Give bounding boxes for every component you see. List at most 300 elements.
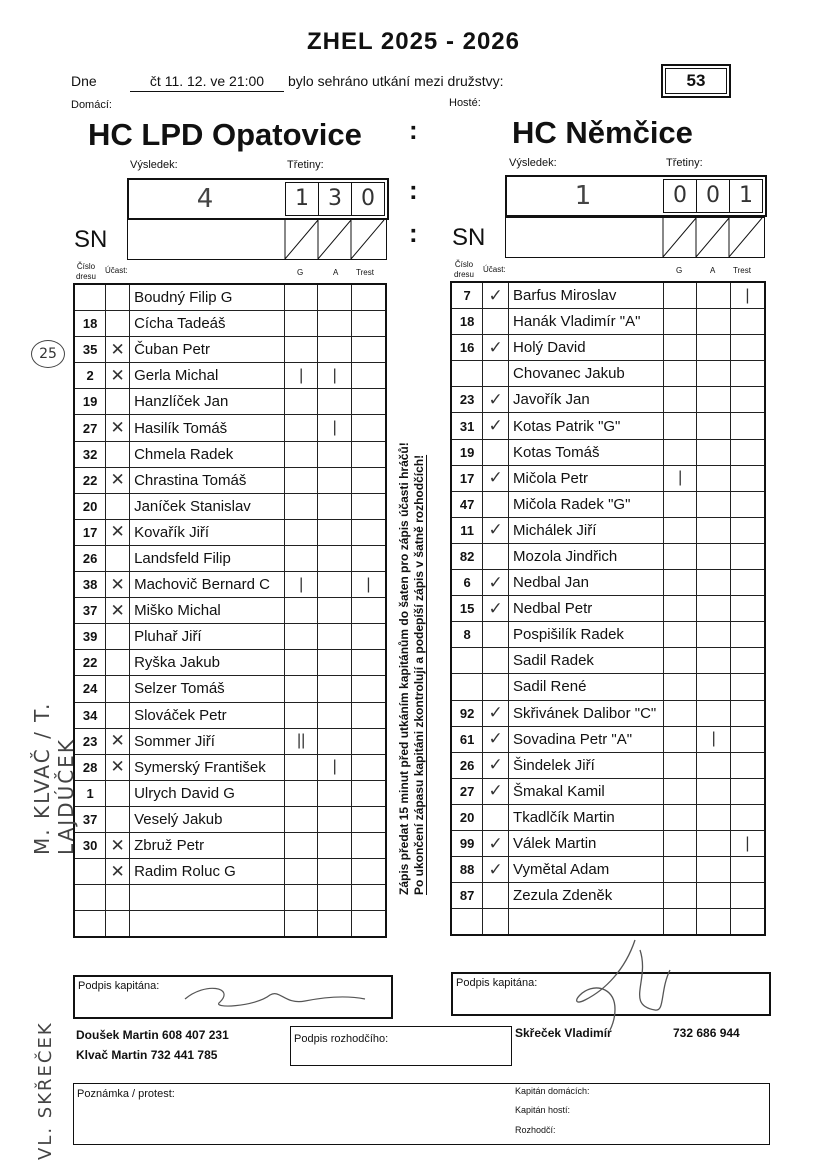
goals-cell [663, 309, 697, 335]
penalty-cell [351, 284, 386, 311]
circled-number: 25 [31, 340, 65, 368]
player-name: Mičola Radek "G" [509, 491, 664, 517]
assists-cell [318, 519, 352, 545]
goals-cell [284, 754, 318, 780]
away-result-label: Výsledek: [509, 157, 557, 169]
attendance-mark: ✓ [483, 596, 509, 622]
player-number: 19 [451, 439, 483, 465]
goals-cell [663, 883, 697, 909]
penalty-cell [351, 911, 386, 938]
attendance-mark: ✕ [106, 859, 130, 885]
penalty-cell [351, 859, 386, 885]
player-number: 61 [451, 726, 483, 752]
player-name: Landsfeld Filip [130, 545, 285, 571]
assists-cell [318, 572, 352, 598]
assists-cell [697, 465, 731, 491]
penalty-cell [730, 857, 765, 883]
note-box [73, 1083, 770, 1145]
player-name: Mičola Petr [509, 465, 664, 491]
away-roster-table [450, 281, 766, 936]
player-name: Chmela Radek [130, 441, 285, 467]
played-text: bylo sehráno utkání mezi družstvy: [288, 73, 504, 89]
assists-cell [318, 284, 352, 311]
assists-cell [697, 387, 731, 413]
home-contact-2: Klvač Martin 732 441 785 [76, 1048, 218, 1062]
penalty-cell [730, 700, 765, 726]
attendance-mark: ✓ [483, 387, 509, 413]
match-number-box [661, 64, 731, 98]
home-col-g: G [297, 268, 304, 277]
table-row [74, 911, 386, 938]
player-name: Tkadlčík Martin [509, 804, 664, 830]
goals-cell [284, 337, 318, 363]
player-number: 88 [451, 857, 483, 883]
assists-cell [697, 517, 731, 543]
table-row [74, 832, 386, 858]
player-number: 17 [451, 465, 483, 491]
goals-cell [663, 439, 697, 465]
attendance-mark: ✕ [106, 832, 130, 858]
home-captain-signature-box [73, 975, 393, 1019]
table-row [451, 883, 765, 909]
player-number: 6 [451, 570, 483, 596]
assists-cell [697, 543, 731, 569]
player-number: 38 [74, 572, 106, 598]
player-number: 20 [451, 804, 483, 830]
player-name: Janíček Stanislav [130, 493, 285, 519]
assists-cell [318, 806, 352, 832]
assists-cell [318, 650, 352, 676]
table-row [451, 465, 765, 491]
goals-cell [284, 702, 318, 728]
penalty-cell [730, 752, 765, 778]
player-number: 19 [74, 389, 106, 415]
penalty-cell [730, 413, 765, 439]
assists-cell [318, 911, 352, 938]
away-sn-box [505, 217, 765, 258]
referee-signature-box [290, 1026, 512, 1066]
player-name: Boudný Filip G [130, 284, 285, 311]
goals-cell [663, 335, 697, 361]
side-note-handwritten: M. KLVAČ / T. LAJDÚČEK [30, 701, 78, 855]
table-row [74, 572, 386, 598]
player-number [451, 648, 483, 674]
player-name: Šindelek Jiří [509, 752, 664, 778]
assists-cell [697, 596, 731, 622]
player-name [130, 911, 285, 938]
player-name: Selzer Tomáš [130, 676, 285, 702]
penalty-cell [351, 441, 386, 467]
note-label: Poznámka / protest: [77, 1088, 175, 1100]
table-row [451, 596, 765, 622]
player-name: Sovadina Petr "A" [509, 726, 664, 752]
home-col-attendance: Účast: [105, 266, 128, 275]
table-row [451, 282, 765, 309]
player-number: 18 [451, 309, 483, 335]
player-name: Šmakal Kamil [509, 778, 664, 804]
assists-cell [697, 909, 731, 936]
attendance-mark: ✕ [106, 337, 130, 363]
attendance-mark [483, 491, 509, 517]
assists-cell [318, 598, 352, 624]
goals-cell [284, 624, 318, 650]
penalty-cell [730, 883, 765, 909]
home-roster-table [73, 283, 387, 938]
away-sn-slashes [506, 218, 764, 257]
goals-cell [663, 752, 697, 778]
separator-colon: : [409, 175, 418, 205]
player-number: 11 [451, 517, 483, 543]
assists-cell [697, 804, 731, 830]
assists-cell [697, 830, 731, 856]
player-number: 87 [451, 883, 483, 909]
assists-cell [318, 780, 352, 806]
home-col-trest: Trest [356, 268, 374, 277]
away-captain-signature [565, 930, 675, 1040]
goals-cell [284, 859, 318, 885]
player-name: Skřivánek Dalibor "C" [509, 700, 664, 726]
penalty-cell [730, 517, 765, 543]
attendance-mark [106, 389, 130, 415]
attendance-mark [106, 441, 130, 467]
table-row [74, 441, 386, 467]
away-team-name: HC Němčice [512, 115, 693, 150]
player-number: 26 [74, 545, 106, 571]
goals-cell [284, 519, 318, 545]
goals-cell [663, 596, 697, 622]
player-name: Barfus Miroslav [509, 282, 664, 309]
assists-cell [318, 441, 352, 467]
assists-cell: | [697, 726, 731, 752]
goals-cell [284, 493, 318, 519]
table-row [74, 493, 386, 519]
attendance-mark [483, 309, 509, 335]
table-row [451, 778, 765, 804]
penalty-cell [351, 885, 386, 911]
away-period-1: 0 [663, 179, 697, 213]
player-name: Sommer Jiří [130, 728, 285, 754]
assists-cell [697, 700, 731, 726]
penalty-cell [730, 543, 765, 569]
home-periods-label: Třetiny: [287, 159, 324, 171]
player-number: 47 [451, 491, 483, 517]
penalty-cell [351, 832, 386, 858]
assists-cell: | [318, 754, 352, 780]
goals-cell [284, 806, 318, 832]
away-sn-label: SN [452, 224, 486, 251]
attendance-mark: ✓ [483, 282, 509, 309]
goals-cell [284, 545, 318, 571]
home-sn-slashes [128, 220, 386, 259]
home-period-3: 0 [351, 182, 385, 216]
player-number [74, 284, 106, 311]
player-name: Pluhař Jiří [130, 624, 285, 650]
player-name: Miško Michal [130, 598, 285, 624]
player-name: Javořík Jan [509, 387, 664, 413]
home-captain-signature [175, 977, 375, 1017]
home-col-number: Číslo dresu [75, 262, 96, 281]
table-row [74, 806, 386, 832]
goals-cell: | [663, 465, 697, 491]
table-row [451, 491, 765, 517]
away-contact-phone: 732 686 944 [673, 1026, 740, 1040]
assists-cell [697, 674, 731, 700]
goals-cell [663, 830, 697, 856]
goals-cell [284, 832, 318, 858]
attendance-mark [483, 909, 509, 936]
footer-home-captain: Kapitán domácích: [515, 1086, 590, 1096]
attendance-mark: ✓ [483, 857, 509, 883]
player-name: Mozola Jindřich [509, 543, 664, 569]
penalty-cell [351, 545, 386, 571]
penalty-cell [351, 650, 386, 676]
player-number: 17 [74, 519, 106, 545]
goals-cell [284, 467, 318, 493]
player-name: Holý David [509, 335, 664, 361]
table-row [451, 726, 765, 752]
goals-cell [284, 676, 318, 702]
penalty-cell [730, 622, 765, 648]
player-name: Kotas Tomáš [509, 439, 664, 465]
table-row [74, 363, 386, 389]
attendance-mark [106, 545, 130, 571]
goals-cell [284, 441, 318, 467]
attendance-mark [106, 650, 130, 676]
player-number: 32 [74, 441, 106, 467]
penalty-cell: | [730, 282, 765, 309]
attendance-mark [483, 804, 509, 830]
separator-colon: : [409, 115, 418, 145]
assists-cell [318, 467, 352, 493]
attendance-mark: ✓ [483, 413, 509, 439]
player-name: Chrastina Tomáš [130, 467, 285, 493]
assists-cell [318, 493, 352, 519]
attendance-mark: ✓ [483, 570, 509, 596]
player-name: Zezula Zdeněk [509, 883, 664, 909]
player-number: 20 [74, 493, 106, 519]
penalty-cell [730, 778, 765, 804]
player-number: 23 [74, 728, 106, 754]
assists-cell [318, 676, 352, 702]
away-result-box [505, 175, 767, 217]
form-title: ZHEL 2025 - 2026 [306, 28, 520, 55]
table-row [451, 700, 765, 726]
player-name: Kotas Patrik "G" [509, 413, 664, 439]
player-number: 22 [74, 467, 106, 493]
table-row [451, 413, 765, 439]
player-number: 39 [74, 624, 106, 650]
player-number [451, 674, 483, 700]
goals-cell [663, 491, 697, 517]
goals-cell [284, 284, 318, 311]
penalty-cell [351, 363, 386, 389]
player-name: Kovařík Jiří [130, 519, 285, 545]
penalty-cell [351, 624, 386, 650]
attendance-mark: ✕ [106, 572, 130, 598]
table-row [451, 857, 765, 883]
attendance-mark: ✓ [483, 726, 509, 752]
goals-cell [284, 780, 318, 806]
assists-cell [697, 413, 731, 439]
away-periods-label: Třetiny: [666, 157, 703, 169]
player-number: 28 [74, 754, 106, 780]
penalty-cell [730, 570, 765, 596]
notice-line-2: Po ukončení zápasu kapitáni zkontrolují a podepíší zápis v šatně rozhodčích! [412, 454, 426, 895]
player-number [74, 885, 106, 911]
table-row [451, 361, 765, 387]
goals-cell [663, 282, 697, 309]
goals-cell [663, 648, 697, 674]
goals-cell [663, 622, 697, 648]
assists-cell [697, 622, 731, 648]
goals-cell [284, 415, 318, 441]
attendance-mark: ✕ [106, 415, 130, 441]
goals-cell [663, 804, 697, 830]
table-row [74, 754, 386, 780]
penalty-cell [351, 415, 386, 441]
goals-cell [663, 361, 697, 387]
player-number: 35 [74, 337, 106, 363]
penalty-cell: | [730, 830, 765, 856]
player-number: 26 [451, 752, 483, 778]
away-captain-label: Podpis kapitána: [456, 977, 538, 989]
assists-cell [697, 335, 731, 361]
assists-cell [318, 832, 352, 858]
player-number: 2 [74, 363, 106, 389]
assists-cell [697, 309, 731, 335]
table-row [451, 517, 765, 543]
attendance-mark: ✕ [106, 728, 130, 754]
assists-cell [318, 624, 352, 650]
penalty-cell [351, 780, 386, 806]
penalty-cell [351, 754, 386, 780]
referee-label: Podpis rozhodčího: [294, 1033, 389, 1045]
player-number [451, 909, 483, 936]
player-number: 34 [74, 702, 106, 728]
goals-cell [284, 598, 318, 624]
assists-cell [697, 648, 731, 674]
penalty-cell: | [351, 572, 386, 598]
assists-cell [318, 885, 352, 911]
attendance-mark [483, 622, 509, 648]
player-name: Nedbal Petr [509, 596, 664, 622]
player-name: Michálek Jiří [509, 517, 664, 543]
attendance-mark [483, 439, 509, 465]
attendance-mark: ✕ [106, 598, 130, 624]
attendance-mark [106, 493, 130, 519]
goals-cell [663, 857, 697, 883]
player-name: Nedbal Jan [509, 570, 664, 596]
attendance-mark: ✓ [483, 752, 509, 778]
player-name: Cícha Tadeáš [130, 311, 285, 337]
player-number: 82 [451, 543, 483, 569]
penalty-cell [730, 804, 765, 830]
assists-cell: | [318, 415, 352, 441]
table-row [451, 648, 765, 674]
assists-cell [318, 311, 352, 337]
table-row [74, 676, 386, 702]
table-row [451, 387, 765, 413]
table-row [74, 885, 386, 911]
date-value: čt 11. 12. ve 21:00 [130, 73, 284, 92]
attendance-mark [106, 780, 130, 806]
penalty-cell [730, 648, 765, 674]
separator-colon: : [409, 218, 418, 248]
player-name: Sadil Radek [509, 648, 664, 674]
attendance-mark: ✓ [483, 830, 509, 856]
penalty-cell [730, 674, 765, 700]
attendance-mark [106, 311, 130, 337]
table-row [451, 439, 765, 465]
table-row [74, 389, 386, 415]
attendance-mark [483, 883, 509, 909]
penalty-cell [351, 598, 386, 624]
attendance-mark [483, 674, 509, 700]
table-row [451, 674, 765, 700]
player-number: 37 [74, 598, 106, 624]
player-number: 24 [74, 676, 106, 702]
player-number: 37 [74, 806, 106, 832]
center-notice [397, 350, 427, 895]
goals-cell [284, 650, 318, 676]
table-row [74, 598, 386, 624]
away-col-number: Číslo dresu [453, 260, 474, 279]
attendance-mark [483, 648, 509, 674]
away-col-attendance: Účast: [483, 265, 506, 274]
player-number: 23 [451, 387, 483, 413]
attendance-mark [106, 702, 130, 728]
assists-cell [318, 389, 352, 415]
home-contact-1: Doušek Martin 608 407 231 [76, 1028, 229, 1042]
attendance-mark [106, 624, 130, 650]
home-result-box [127, 178, 389, 220]
table-row [451, 622, 765, 648]
table-row [451, 830, 765, 856]
player-number: 27 [74, 415, 106, 441]
goals-cell [663, 778, 697, 804]
home-col-a: A [333, 268, 339, 277]
table-row [451, 804, 765, 830]
attendance-mark: ✕ [106, 363, 130, 389]
attendance-mark [106, 885, 130, 911]
player-number: 30 [74, 832, 106, 858]
penalty-cell [351, 311, 386, 337]
home-team-name: HC LPD Opatovice [88, 117, 362, 152]
goals-cell [284, 389, 318, 415]
assists-cell [697, 491, 731, 517]
home-result-label: Výsledek: [130, 159, 178, 171]
match-number: 53 [665, 68, 727, 94]
away-period-3: 1 [729, 179, 763, 213]
penalty-cell [351, 519, 386, 545]
assists-cell [697, 883, 731, 909]
player-name: Vymětal Adam [509, 857, 664, 883]
goals-cell: | [284, 363, 318, 389]
player-number: 1 [74, 780, 106, 806]
goals-cell [663, 413, 697, 439]
goals-cell [663, 700, 697, 726]
player-number: 27 [451, 778, 483, 804]
penalty-cell [351, 702, 386, 728]
attendance-mark [106, 911, 130, 938]
footer-referee: Rozhodčí: [515, 1125, 556, 1135]
footer-away-captain: Kapitán hostí: [515, 1105, 571, 1115]
player-number: 7 [451, 282, 483, 309]
player-number: 16 [451, 335, 483, 361]
goals-cell [663, 570, 697, 596]
attendance-mark [106, 284, 130, 311]
table-row [74, 780, 386, 806]
